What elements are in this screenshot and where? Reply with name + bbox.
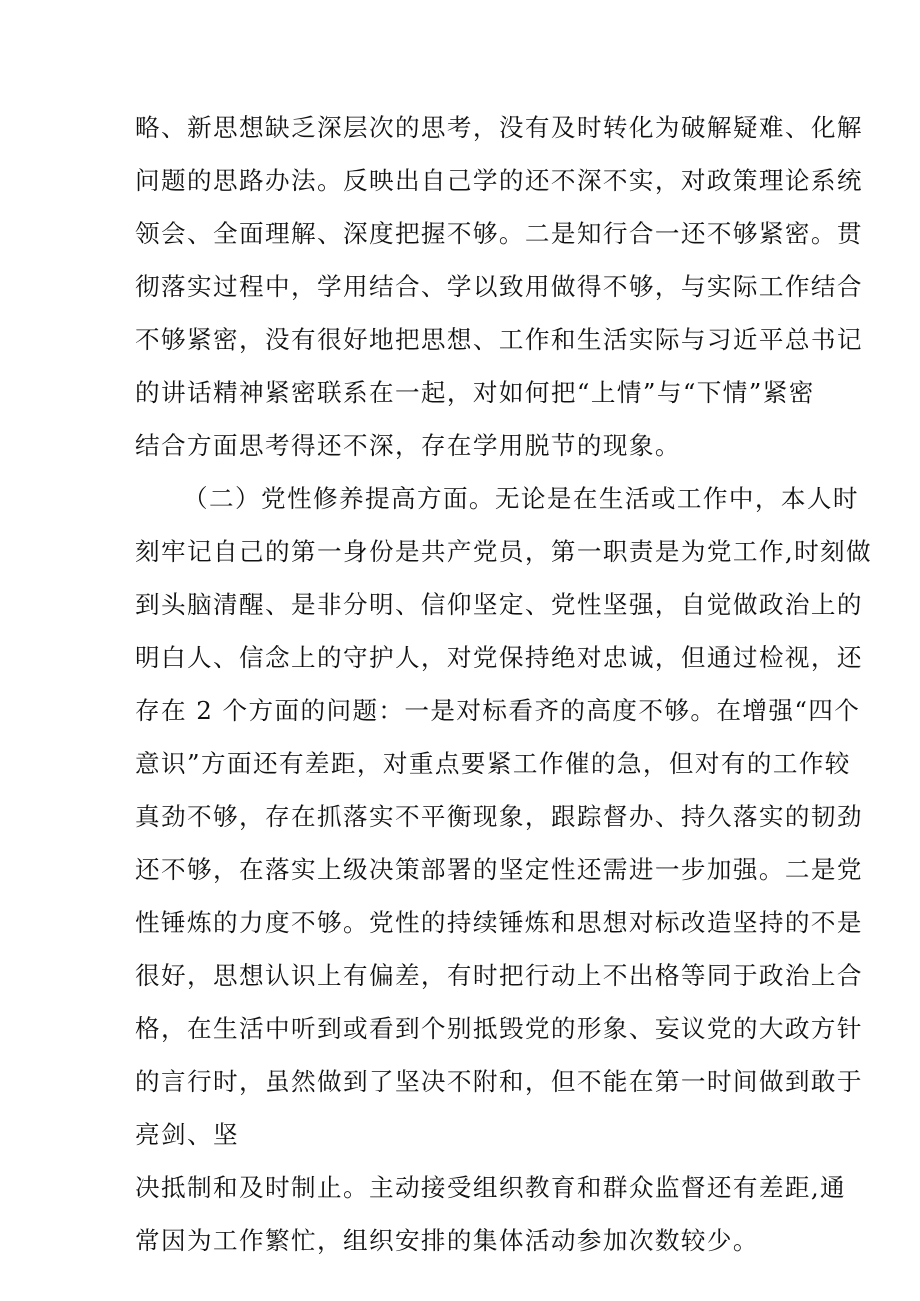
text-line: 的言行时，虽然做到了坚决不附和，但不能在第一时间做到敢于	[135, 1067, 863, 1096]
text-line: 略、新思想缺乏深层次的思考，没有及时转化为破解疑难、化解	[135, 113, 863, 142]
text-line: 明白人、信念上的守护人，对党保持绝对忠诚，但通过检视，还	[135, 643, 863, 672]
text-line: 刻牢记自己的第一身份是共产党员，第一职责是为党工作,时刻做	[135, 537, 873, 566]
text-line: 亮剑、坚	[135, 1120, 239, 1149]
text-line: 真劲不够，存在抓落实不平衡现象，跟踪督办、持久落实的韧劲	[135, 802, 863, 831]
text-line: 还不够，在落实上级决策部署的坚定性还需进一步加强。二是党	[135, 855, 863, 884]
text-line: 性锤炼的力度不够。党性的持续锤炼和思想对标改造坚持的不是	[135, 908, 863, 937]
text-line: 决抵制和及时制止。主动接受组织教育和群众监督还有差距,通	[135, 1173, 847, 1202]
text-line: 彻落实过程中，学用结合、学以致用做得不够，与实际工作结合	[135, 272, 863, 301]
text-line: 不够紧密，没有很好地把思想、工作和生活实际与习近平总书记	[135, 325, 863, 354]
text-line: 格，在生活中听到或看到个别抵毁党的形象、妄议党的大政方针	[135, 1014, 863, 1043]
text-line: 的讲话精神紧密联系在一起，对如何把“上情”与“下情”紧密	[135, 378, 815, 407]
text-line: 意识”方面还有差距，对重点要紧工作催的急，但对有的工作较	[135, 749, 851, 778]
text-line: 领会、全面理解、深度把握不够。二是知行合一还不够紧密。贯	[135, 219, 863, 248]
text-line: 很好，思想认识上有偏差，有时把行动上不出格等同于政治上合	[135, 961, 863, 990]
text-line: （二）党性修养提高方面。无论是在生活或工作中，本人时	[183, 484, 859, 513]
text-line: 结合方面思考得还不深，存在学用脱节的现象。	[135, 431, 681, 460]
text-line: 到头脑清醒、是非分明、信仰坚定、党性坚强，自觉做政治上的	[135, 590, 863, 619]
text-line: 问题的思路办法。反映出自己学的还不深不实，对政策理论系统	[135, 166, 863, 195]
text-line: 存在 2 个方面的问题：一是对标看齐的高度不够。在增强“四个	[135, 696, 861, 725]
text-line: 常因为工作繁忙，组织安排的集体活动参加次数较少。	[135, 1226, 759, 1255]
